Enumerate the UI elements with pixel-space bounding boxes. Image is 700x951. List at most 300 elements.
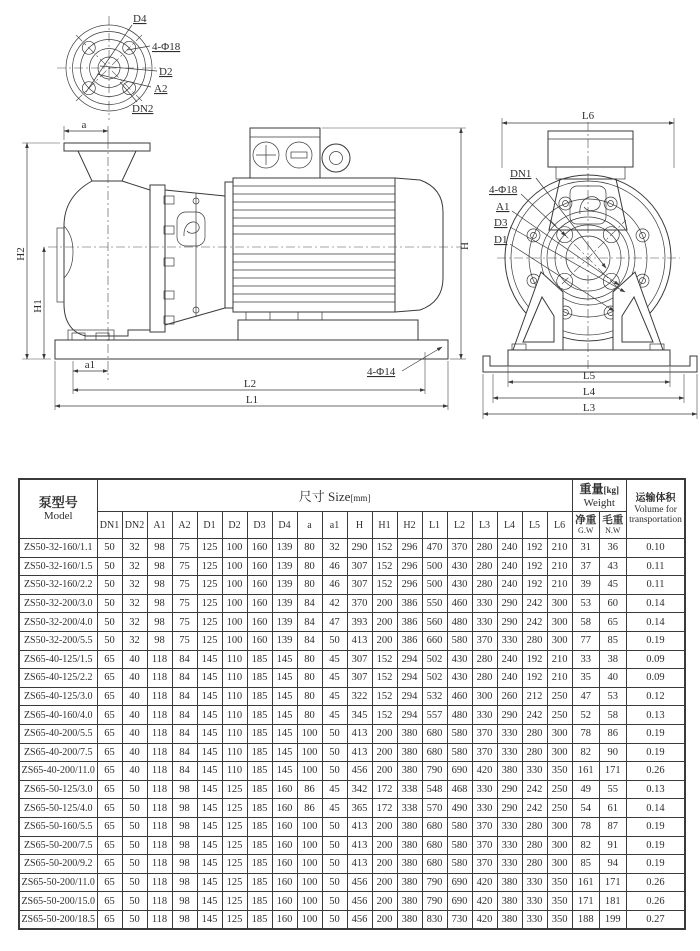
dim-label-d2: D2 [159, 66, 173, 78]
value-cell: 171 [599, 762, 626, 781]
value-cell: 152 [372, 539, 397, 558]
value-cell: 0.09 [626, 650, 685, 669]
value-cell: 420 [472, 910, 497, 929]
value-cell: 290 [497, 799, 522, 818]
value-cell: 456 [347, 910, 372, 929]
value-cell: 690 [447, 892, 472, 911]
value-cell: 386 [397, 631, 422, 650]
value-cell: 45 [322, 687, 347, 706]
value-cell: 393 [347, 613, 372, 632]
dim-label-l4: L4 [582, 386, 596, 398]
value-cell: 413 [347, 855, 372, 874]
value-cell: 480 [447, 613, 472, 632]
model-cell: ZS65-50-200/18.5 [19, 910, 97, 929]
col-header-d2: D2 [222, 512, 247, 539]
value-cell: 145 [197, 724, 222, 743]
value-cell: 185 [247, 724, 272, 743]
value-cell: 58 [572, 613, 599, 632]
value-cell: 296 [397, 557, 422, 576]
value-cell: 32 [122, 539, 147, 558]
value-cell: 380 [497, 910, 522, 929]
value-cell: 47 [322, 613, 347, 632]
value-cell: 240 [497, 557, 522, 576]
value-cell: 45 [599, 576, 626, 595]
value-cell: 456 [347, 892, 372, 911]
col-header-d3: D3 [247, 512, 272, 539]
value-cell: 210 [547, 576, 572, 595]
table-row [19, 762, 685, 781]
value-cell: 118 [147, 836, 172, 855]
value-cell: 145 [272, 724, 297, 743]
value-cell: 145 [272, 669, 297, 688]
gross-weight-header: 毛重 N.W [599, 512, 626, 539]
flange-detail-view [57, 13, 181, 120]
value-cell: 0.26 [626, 892, 685, 911]
value-cell: 192 [522, 557, 547, 576]
value-cell: 87 [599, 817, 626, 836]
value-cell: 125 [197, 631, 222, 650]
value-cell: 145 [197, 873, 222, 892]
value-cell: 345 [347, 706, 372, 725]
value-cell: 75 [172, 613, 197, 632]
value-cell: 65 [97, 706, 122, 725]
value-cell: 338 [397, 799, 422, 818]
value-cell: 386 [397, 594, 422, 613]
value-cell: 32 [122, 576, 147, 595]
value-cell: 110 [222, 669, 247, 688]
value-cell: 84 [172, 743, 197, 762]
value-cell: 580 [447, 817, 472, 836]
col-header-a2: A2 [172, 512, 197, 539]
table-row [19, 724, 685, 743]
value-cell: 280 [522, 836, 547, 855]
value-cell: 45 [322, 780, 347, 799]
end-view [483, 110, 697, 419]
value-cell: 84 [297, 613, 322, 632]
model-cell: ZS50-32-160/1.1 [19, 539, 97, 558]
value-cell: 32 [122, 613, 147, 632]
value-cell: 171 [599, 873, 626, 892]
value-cell: 242 [522, 780, 547, 799]
value-cell: 33 [572, 650, 599, 669]
value-cell: 118 [147, 799, 172, 818]
value-cell: 52 [572, 706, 599, 725]
value-cell: 98 [172, 873, 197, 892]
value-cell: 0.12 [626, 687, 685, 706]
value-cell: 280 [472, 557, 497, 576]
table-row [19, 780, 685, 799]
value-cell: 0.19 [626, 631, 685, 650]
value-cell: 40 [599, 669, 626, 688]
value-cell: 145 [197, 910, 222, 929]
value-cell: 118 [147, 669, 172, 688]
value-cell: 160 [247, 613, 272, 632]
value-cell: 185 [247, 892, 272, 911]
value-cell: 790 [422, 892, 447, 911]
value-cell: 300 [547, 817, 572, 836]
value-cell: 32 [122, 557, 147, 576]
value-cell: 53 [572, 594, 599, 613]
value-cell: 65 [97, 762, 122, 781]
value-cell: 100 [297, 817, 322, 836]
value-cell: 380 [397, 724, 422, 743]
value-cell: 54 [572, 799, 599, 818]
table-row [19, 669, 685, 688]
value-cell: 330 [472, 799, 497, 818]
value-cell: 0.19 [626, 743, 685, 762]
model-cell: ZS65-40-160/4.0 [19, 706, 97, 725]
value-cell: 171 [572, 892, 599, 911]
value-cell: 100 [297, 743, 322, 762]
value-cell: 365 [347, 799, 372, 818]
value-cell: 0.11 [626, 576, 685, 595]
table-row [19, 873, 685, 892]
value-cell: 280 [522, 743, 547, 762]
model-cell: ZS65-50-160/5.5 [19, 817, 97, 836]
value-cell: 80 [297, 650, 322, 669]
col-header-a1: A1 [147, 512, 172, 539]
value-cell: 548 [422, 780, 447, 799]
value-cell: 502 [422, 650, 447, 669]
value-cell: 830 [422, 910, 447, 929]
value-cell: 36 [599, 539, 626, 558]
value-cell: 370 [447, 539, 472, 558]
value-cell: 45 [322, 650, 347, 669]
value-cell: 181 [599, 892, 626, 911]
value-cell: 680 [422, 743, 447, 762]
value-cell: 330 [472, 594, 497, 613]
value-cell: 50 [122, 817, 147, 836]
value-cell: 98 [172, 836, 197, 855]
value-cell: 370 [472, 855, 497, 874]
value-cell: 210 [547, 650, 572, 669]
col-header-l1: L1 [422, 512, 447, 539]
value-cell: 75 [172, 576, 197, 595]
value-cell: 192 [522, 669, 547, 688]
value-cell: 413 [347, 836, 372, 855]
value-cell: 100 [222, 613, 247, 632]
value-cell: 380 [397, 836, 422, 855]
value-cell: 145 [272, 650, 297, 669]
value-cell: 413 [347, 724, 372, 743]
value-cell: 84 [172, 724, 197, 743]
value-cell: 100 [222, 557, 247, 576]
model-cell: ZS65-40-200/11.0 [19, 762, 97, 781]
value-cell: 32 [322, 539, 347, 558]
volume-header: 运输体积 Volume for transportation [626, 479, 685, 539]
value-cell: 65 [97, 799, 122, 818]
value-cell: 55 [599, 780, 626, 799]
value-cell: 80 [297, 687, 322, 706]
value-cell: 100 [297, 762, 322, 781]
value-cell: 61 [599, 799, 626, 818]
value-cell: 160 [247, 539, 272, 558]
value-cell: 330 [497, 631, 522, 650]
value-cell: 65 [97, 724, 122, 743]
value-cell: 152 [372, 557, 397, 576]
value-cell: 39 [572, 576, 599, 595]
value-cell: 118 [147, 855, 172, 874]
value-cell: 40 [122, 706, 147, 725]
value-cell: 280 [472, 669, 497, 688]
value-cell: 350 [547, 762, 572, 781]
value-cell: 160 [247, 557, 272, 576]
value-cell: 118 [147, 724, 172, 743]
value-cell: 75 [172, 539, 197, 558]
value-cell: 86 [599, 724, 626, 743]
value-cell: 330 [472, 780, 497, 799]
value-cell: 152 [372, 669, 397, 688]
dim-label-a2: A2 [154, 83, 168, 95]
dim-label-d4: D4 [133, 13, 147, 25]
model-cell: ZS65-50-200/7.5 [19, 836, 97, 855]
value-cell: 300 [547, 743, 572, 762]
table-row [19, 539, 685, 558]
value-cell: 680 [422, 855, 447, 874]
model-cell: ZS50-32-200/3.0 [19, 594, 97, 613]
table-row [19, 576, 685, 595]
dim-label-l6: L6 [581, 110, 595, 122]
value-cell: 380 [397, 817, 422, 836]
value-cell: 160 [272, 910, 297, 929]
value-cell: 380 [397, 762, 422, 781]
value-cell: 35 [572, 669, 599, 688]
model-cell: ZS65-50-200/11.0 [19, 873, 97, 892]
value-cell: 98 [147, 631, 172, 650]
value-cell: 370 [472, 631, 497, 650]
value-cell: 145 [197, 855, 222, 874]
value-cell: 77 [572, 631, 599, 650]
value-cell: 125 [222, 855, 247, 874]
value-cell: 0.13 [626, 706, 685, 725]
col-header-l4: L4 [497, 512, 522, 539]
value-cell: 185 [247, 687, 272, 706]
value-cell: 300 [547, 594, 572, 613]
value-cell: 75 [172, 557, 197, 576]
model-cell: ZS65-40-200/5.5 [19, 724, 97, 743]
value-cell: 145 [197, 892, 222, 911]
value-cell: 84 [297, 594, 322, 613]
value-cell: 50 [97, 557, 122, 576]
value-cell: 580 [447, 836, 472, 855]
value-cell: 145 [197, 706, 222, 725]
value-cell: 125 [197, 576, 222, 595]
value-cell: 460 [447, 687, 472, 706]
value-cell: 300 [547, 631, 572, 650]
value-cell: 330 [497, 743, 522, 762]
model-cell: ZS65-50-200/9.2 [19, 855, 97, 874]
value-cell: 330 [522, 873, 547, 892]
value-cell: 85 [599, 631, 626, 650]
value-cell: 125 [222, 836, 247, 855]
value-cell: 430 [447, 650, 472, 669]
value-cell: 110 [222, 743, 247, 762]
value-cell: 185 [247, 855, 272, 874]
value-cell: 294 [397, 687, 422, 706]
col-header-d1: D1 [197, 512, 222, 539]
value-cell: 125 [197, 557, 222, 576]
table-row [19, 687, 685, 706]
value-cell: 0.19 [626, 817, 685, 836]
value-cell: 82 [572, 836, 599, 855]
value-cell: 139 [272, 613, 297, 632]
value-cell: 110 [222, 724, 247, 743]
value-cell: 550 [422, 594, 447, 613]
value-cell: 185 [247, 762, 272, 781]
value-cell: 50 [322, 836, 347, 855]
value-cell: 172 [372, 780, 397, 799]
table-row [19, 631, 685, 650]
value-cell: 84 [172, 669, 197, 688]
value-cell: 65 [97, 669, 122, 688]
value-cell: 330 [522, 910, 547, 929]
value-cell: 185 [247, 817, 272, 836]
table-row [19, 706, 685, 725]
value-cell: 370 [472, 836, 497, 855]
value-cell: 0.09 [626, 669, 685, 688]
value-cell: 185 [247, 650, 272, 669]
value-cell: 50 [322, 910, 347, 929]
value-cell: 46 [322, 576, 347, 595]
value-cell: 250 [547, 687, 572, 706]
value-cell: 100 [297, 855, 322, 874]
value-cell: 250 [547, 780, 572, 799]
value-cell: 43 [599, 557, 626, 576]
value-cell: 580 [447, 631, 472, 650]
value-cell: 160 [272, 873, 297, 892]
table-row [19, 594, 685, 613]
size-header: 尺寸 Size[mm] [97, 479, 572, 512]
value-cell: 210 [547, 557, 572, 576]
value-cell: 160 [272, 780, 297, 799]
value-cell: 290 [347, 539, 372, 558]
value-cell: 280 [472, 650, 497, 669]
col-header-l5: L5 [522, 512, 547, 539]
value-cell: 50 [97, 594, 122, 613]
value-cell: 118 [147, 650, 172, 669]
value-cell: 413 [347, 743, 372, 762]
value-cell: 145 [197, 836, 222, 855]
value-cell: 468 [447, 780, 472, 799]
value-cell: 100 [297, 892, 322, 911]
value-cell: 40 [122, 743, 147, 762]
value-cell: 557 [422, 706, 447, 725]
value-cell: 145 [272, 687, 297, 706]
value-cell: 50 [97, 576, 122, 595]
value-cell: 680 [422, 724, 447, 743]
value-cell: 280 [472, 576, 497, 595]
value-cell: 50 [122, 910, 147, 929]
value-cell: 125 [197, 594, 222, 613]
value-cell: 240 [497, 669, 522, 688]
value-cell: 160 [272, 855, 297, 874]
value-cell: 290 [497, 613, 522, 632]
value-cell: 65 [97, 873, 122, 892]
value-cell: 456 [347, 873, 372, 892]
value-cell: 84 [172, 762, 197, 781]
table-row [19, 836, 685, 855]
value-cell: 185 [247, 743, 272, 762]
value-cell: 200 [372, 743, 397, 762]
value-cell: 100 [222, 594, 247, 613]
value-cell: 78 [572, 724, 599, 743]
value-cell: 90 [599, 743, 626, 762]
value-cell: 370 [472, 724, 497, 743]
value-cell: 100 [297, 724, 322, 743]
value-cell: 690 [447, 762, 472, 781]
value-cell: 118 [147, 706, 172, 725]
net-weight-header: 净重 G.W [572, 512, 599, 539]
value-cell: 145 [272, 706, 297, 725]
pump-technical-drawing [0, 0, 700, 470]
value-cell: 200 [372, 724, 397, 743]
value-cell: 50 [97, 539, 122, 558]
table-row [19, 855, 685, 874]
value-cell: 100 [222, 631, 247, 650]
model-cell: ZS65-40-125/1.5 [19, 650, 97, 669]
value-cell: 280 [522, 724, 547, 743]
value-cell: 139 [272, 631, 297, 650]
value-cell: 50 [122, 855, 147, 874]
value-cell: 50 [122, 836, 147, 855]
value-cell: 50 [97, 631, 122, 650]
table-row [19, 910, 685, 929]
value-cell: 330 [497, 817, 522, 836]
value-cell: 160 [272, 817, 297, 836]
value-cell: 65 [97, 780, 122, 799]
model-cell: ZS65-50-125/3.0 [19, 780, 97, 799]
value-cell: 110 [222, 706, 247, 725]
value-cell: 380 [497, 762, 522, 781]
dim-label-h2: H2 [15, 247, 27, 261]
value-cell: 160 [272, 836, 297, 855]
value-cell: 152 [372, 576, 397, 595]
table-row [19, 817, 685, 836]
value-cell: 139 [272, 557, 297, 576]
value-cell: 200 [372, 836, 397, 855]
value-cell: 50 [322, 743, 347, 762]
value-cell: 86 [297, 799, 322, 818]
value-cell: 65 [97, 836, 122, 855]
value-cell: 45 [322, 799, 347, 818]
value-cell: 49 [572, 780, 599, 799]
value-cell: 40 [122, 762, 147, 781]
value-cell: 160 [247, 576, 272, 595]
value-cell: 380 [397, 910, 422, 929]
value-cell: 98 [172, 855, 197, 874]
value-cell: 0.27 [626, 910, 685, 929]
dim-label-l5: L5 [582, 370, 596, 382]
value-cell: 350 [547, 910, 572, 929]
value-cell: 172 [372, 799, 397, 818]
value-cell: 161 [572, 873, 599, 892]
dim-label-a1-cap: A1 [496, 201, 510, 213]
value-cell: 250 [547, 706, 572, 725]
model-cell: ZS65-50-200/15.0 [19, 892, 97, 911]
value-cell: 0.19 [626, 836, 685, 855]
value-cell: 145 [197, 780, 222, 799]
value-cell: 47 [572, 687, 599, 706]
value-cell: 307 [347, 576, 372, 595]
value-cell: 145 [197, 669, 222, 688]
value-cell: 98 [147, 613, 172, 632]
value-cell: 50 [122, 780, 147, 799]
value-cell: 152 [372, 706, 397, 725]
table-header-row-1 [19, 479, 685, 512]
model-cell: ZS50-32-160/1.5 [19, 557, 97, 576]
dim-label-l1: L1 [245, 394, 259, 406]
value-cell: 330 [497, 724, 522, 743]
